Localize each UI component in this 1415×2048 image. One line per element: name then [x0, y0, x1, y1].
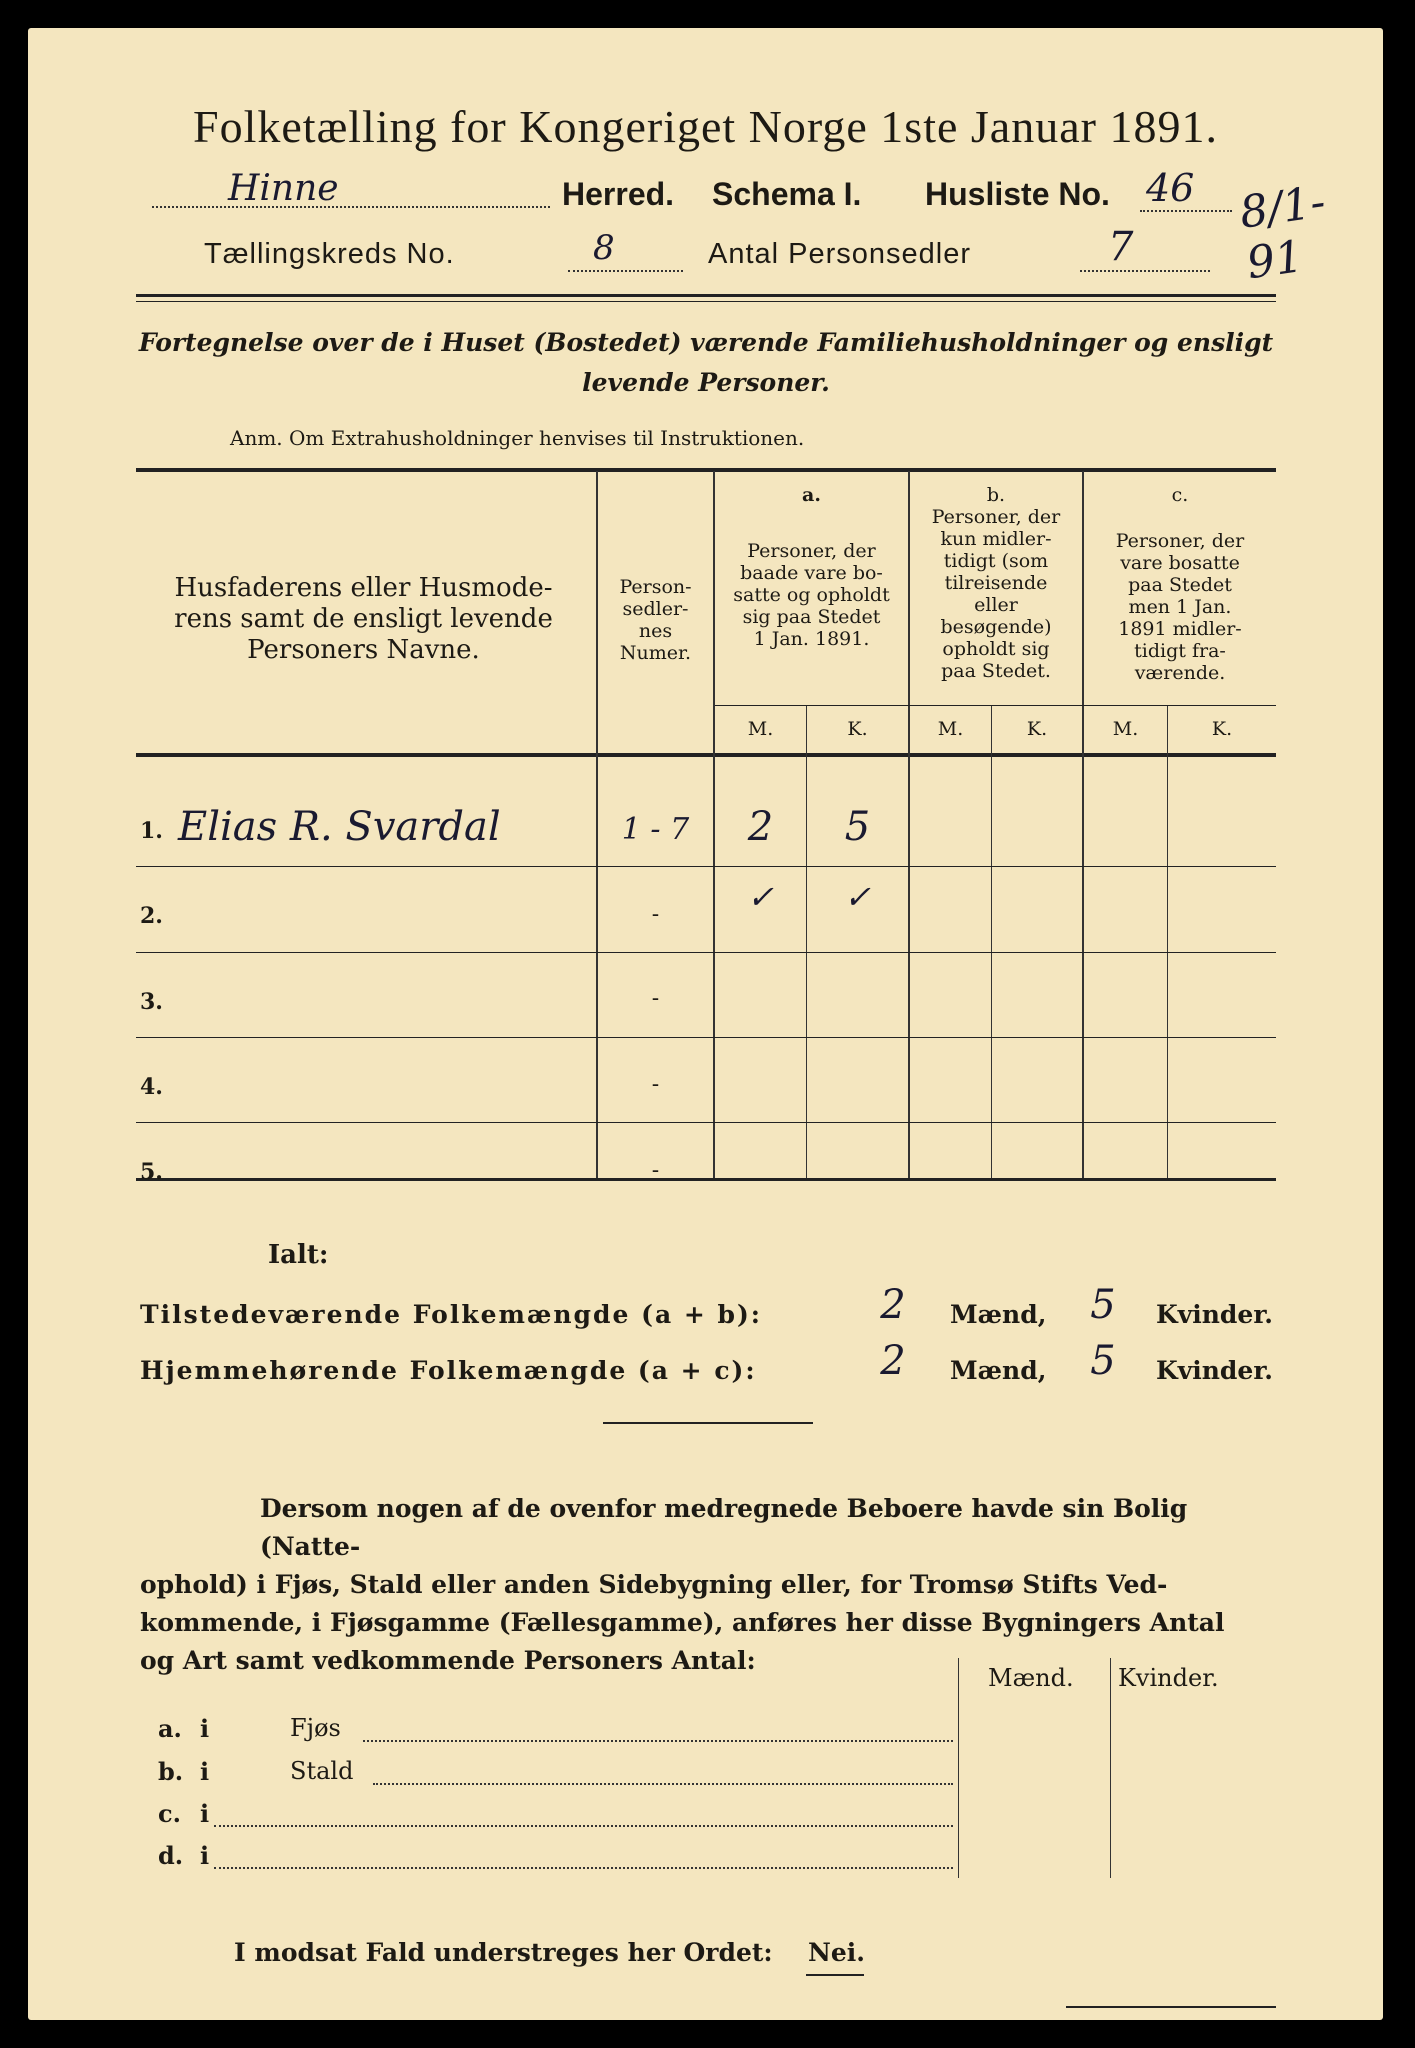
col-c-header: Personer, der vare bosatte paa Stedet men 1 Jan. 1891 midler- tidigt fra- værende.	[1115, 530, 1245, 684]
buildings-k-header: Kvinder.	[1118, 1664, 1219, 1692]
building-dots	[363, 1740, 953, 1742]
total-k: 5	[1090, 1282, 1116, 1328]
col-line	[1167, 706, 1168, 1178]
total-k-label: Kvinder.	[1156, 1300, 1273, 1329]
bottom-rule	[1066, 2006, 1276, 2008]
buildings-m-header: Mænd.	[988, 1664, 1074, 1692]
mk-rule	[715, 705, 1276, 706]
total-k-label: Kvinder.	[1156, 1356, 1273, 1385]
building-i: i	[200, 1841, 210, 1870]
herred-dots	[152, 206, 550, 208]
col-b-header: Personer, der kun midler- tidigt (som tilreisende eller besøgende) opholdt sig paa Stedet.	[931, 506, 1061, 682]
total-label: Hjemmehørende Folkemængde (a + c):	[140, 1356, 757, 1385]
building-letter: c.	[158, 1799, 181, 1828]
row-number: 3.	[140, 989, 163, 1015]
buildings-col-line	[958, 1658, 959, 1878]
kreds-label: Tællingskreds No.	[204, 238, 455, 270]
c-m-label: M.	[1112, 718, 1139, 740]
row-a-m: ✓	[747, 878, 774, 916]
total-k: 5	[1090, 1338, 1116, 1384]
a-k-label: K.	[847, 718, 868, 740]
subtitle-line1: Fortegnelse over de i Huset (Bostedet) værende Familiehusholdninger og ensligt	[138, 328, 1274, 357]
building-letter: b.	[158, 1757, 184, 1786]
subtitle-line2: levende Personer.	[582, 368, 830, 397]
building-name: Fjøs	[290, 1714, 341, 1742]
col-a-header: Personer, der baade vare bo- satte og opholdt sig paa Stedet 1 Jan. 1891.	[733, 540, 890, 650]
b-k-label: K.	[1026, 718, 1048, 740]
row-rule	[136, 952, 1276, 953]
antal-value: 7	[1108, 224, 1134, 270]
dwelling-paragraph: Dersom nogen af de ovenfor medregnede Beboere havde sin Bolig (Natte- ophold) i Fjøs, Stald eller anden Sidebygning eller, for Tromsø Stifts Ved- kommende, i Fjøsgamme (Fællesgamme), anføres her disse Bygningers Antal og Art samt vedkommende Personers Antal:	[140, 1494, 1225, 1675]
row-number: 2.	[140, 903, 163, 929]
building-letter: d.	[158, 1841, 184, 1870]
col-a-letter: a.	[802, 484, 821, 506]
row-a-k: ✓	[844, 878, 871, 916]
row-number: 4.	[140, 1074, 163, 1100]
kreds-dots	[568, 270, 683, 272]
building-i: i	[200, 1714, 210, 1743]
antal-label: Antal Personsedler	[708, 238, 972, 270]
b-m-label: M.	[937, 718, 964, 740]
ialt-label: Ialt:	[268, 1240, 329, 1270]
row-numer: -	[651, 902, 660, 927]
total-m-label: Mænd,	[950, 1300, 1047, 1329]
row-numer: -	[651, 986, 660, 1011]
header-rule	[136, 294, 1276, 297]
husliste-value: 46	[1146, 166, 1195, 210]
total-label: Tilstedeværende Folkemængde (a + b):	[140, 1300, 763, 1329]
kreds-value: 8	[593, 228, 615, 268]
c-k-label: K.	[1211, 718, 1233, 740]
form-title: Folketælling for Kongeriget Norge 1ste Januar 1891.	[193, 101, 1218, 152]
antal-dots	[1080, 270, 1210, 272]
col-name-header: Husfaderens eller Husmode- rens samt de ensligt levende Personers Navne.	[174, 573, 553, 665]
total-m: 2	[880, 1338, 906, 1384]
col-line	[991, 706, 992, 1178]
building-letter: a.	[158, 1714, 182, 1743]
schema-label: Schema I.	[712, 176, 862, 212]
separator	[603, 1422, 813, 1424]
row-number: 1.	[140, 818, 163, 844]
table-top-rule	[136, 468, 1276, 472]
header-rule-thin	[136, 301, 1276, 302]
col-line	[806, 706, 807, 1178]
footer-word: Nei.	[808, 1938, 865, 1967]
herred-label: Herred.	[562, 176, 675, 212]
a-m-label: M.	[747, 718, 774, 740]
building-i: i	[200, 1757, 210, 1786]
row-number: 5.	[140, 1159, 163, 1185]
total-m: 2	[880, 1282, 906, 1328]
building-dots	[214, 1825, 953, 1827]
row-rule	[136, 1122, 1276, 1123]
husliste-label: Husliste No.	[925, 176, 1110, 212]
buildings-col-line	[1110, 1658, 1111, 1878]
footer-underline	[806, 1974, 864, 1976]
row-a-k: 5	[844, 804, 871, 850]
row-rule	[136, 1037, 1276, 1038]
footer-text: I modsat Fald understreges her Ordet:	[234, 1938, 773, 1967]
herred-value: Hinne	[228, 168, 339, 209]
row-numer: -	[651, 1072, 660, 1097]
col-b-letter: b.	[986, 484, 1006, 506]
col-c-letter: c.	[1171, 484, 1189, 506]
building-dots	[214, 1867, 953, 1869]
row-numer: 1 - 7	[621, 812, 690, 847]
building-i: i	[200, 1799, 210, 1828]
table-header-rule	[136, 753, 1276, 757]
census-form	[28, 28, 1383, 2020]
row-a-m: 2	[747, 804, 774, 850]
husliste-dots	[1140, 210, 1232, 212]
col-numer-header: Person- sedler- nes Numer.	[619, 576, 692, 664]
total-m-label: Mænd,	[950, 1356, 1047, 1385]
row-rule	[136, 866, 1276, 867]
building-dots	[373, 1783, 953, 1785]
building-name: Stald	[290, 1757, 354, 1785]
row-name: Elias R. Svardal	[178, 804, 501, 850]
date-note: 8/1-91	[1236, 176, 1329, 290]
anm-note: Anm. Om Extrahusholdninger henvises til Instruktionen.	[230, 426, 805, 450]
row-numer: -	[651, 1158, 660, 1183]
